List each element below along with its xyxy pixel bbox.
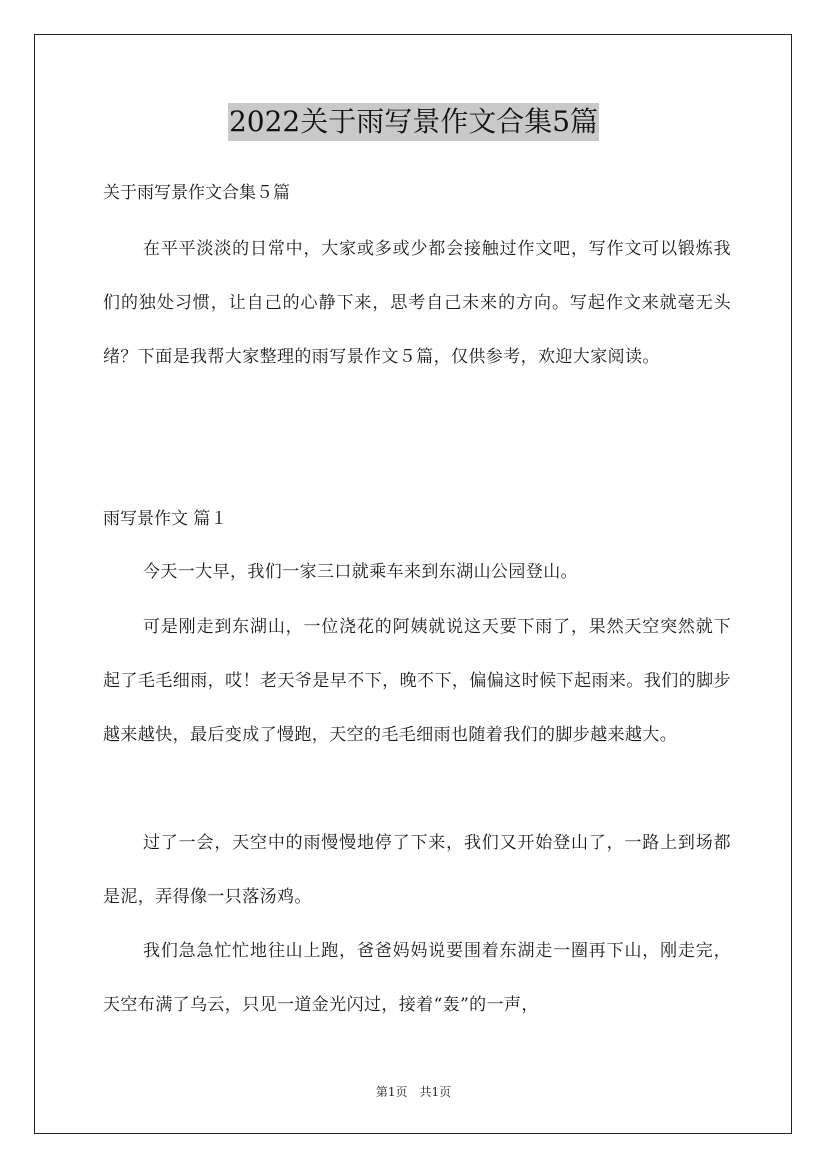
intro-paragraph: 在平平淡淡的日常中，大家或多或少都会接触过作文吧，写作文可以锻炼我们的独处习惯，让自己的心静下来，思考自己未来的方向。写起作文来就毫无头绪？下面是我帮大家整理的雨写景作文５篇，仅供参考，欢迎大家阅读。: [103, 239, 731, 367]
body-paragraph-2: 可是刚走到东湖山，一位浇花的阿姨就说这天要下雨了，果然天空突然就下起了毛毛细雨，哎！老天爷是早不下，晚不下，偏偏这时候下起雨来。我们的脚步越来越快，最后变成了慢跑，天空的毛毛细雨也随着我们的脚步越来越大。: [103, 617, 731, 745]
body-paragraph-4: 我们急急忙忙地往山上跑，爸爸妈妈说要围着东湖走一圈再下山，刚走完，天空布满了乌云，只见一道金光闪过，接着“轰”的一声，: [103, 941, 731, 1015]
title-block: [0, 103, 827, 141]
section-heading: 雨写景作文 篇１: [103, 509, 228, 529]
page-footer: 第1页 共1页: [375, 1085, 452, 1099]
document-subtitle: 关于雨写景作文合集５篇: [103, 183, 290, 203]
document-title: 2022关于雨写景作文合集5篇: [228, 103, 599, 141]
body-paragraph-1: 今天一大早，我们一家三口就乘车来到东湖山公园登山。: [143, 562, 578, 582]
body-paragraph-3: 过了一会，天空中的雨慢慢地停了下来，我们又开始登山了，一路上到场都是泥，弄得像一只落汤鸡。: [103, 833, 731, 907]
